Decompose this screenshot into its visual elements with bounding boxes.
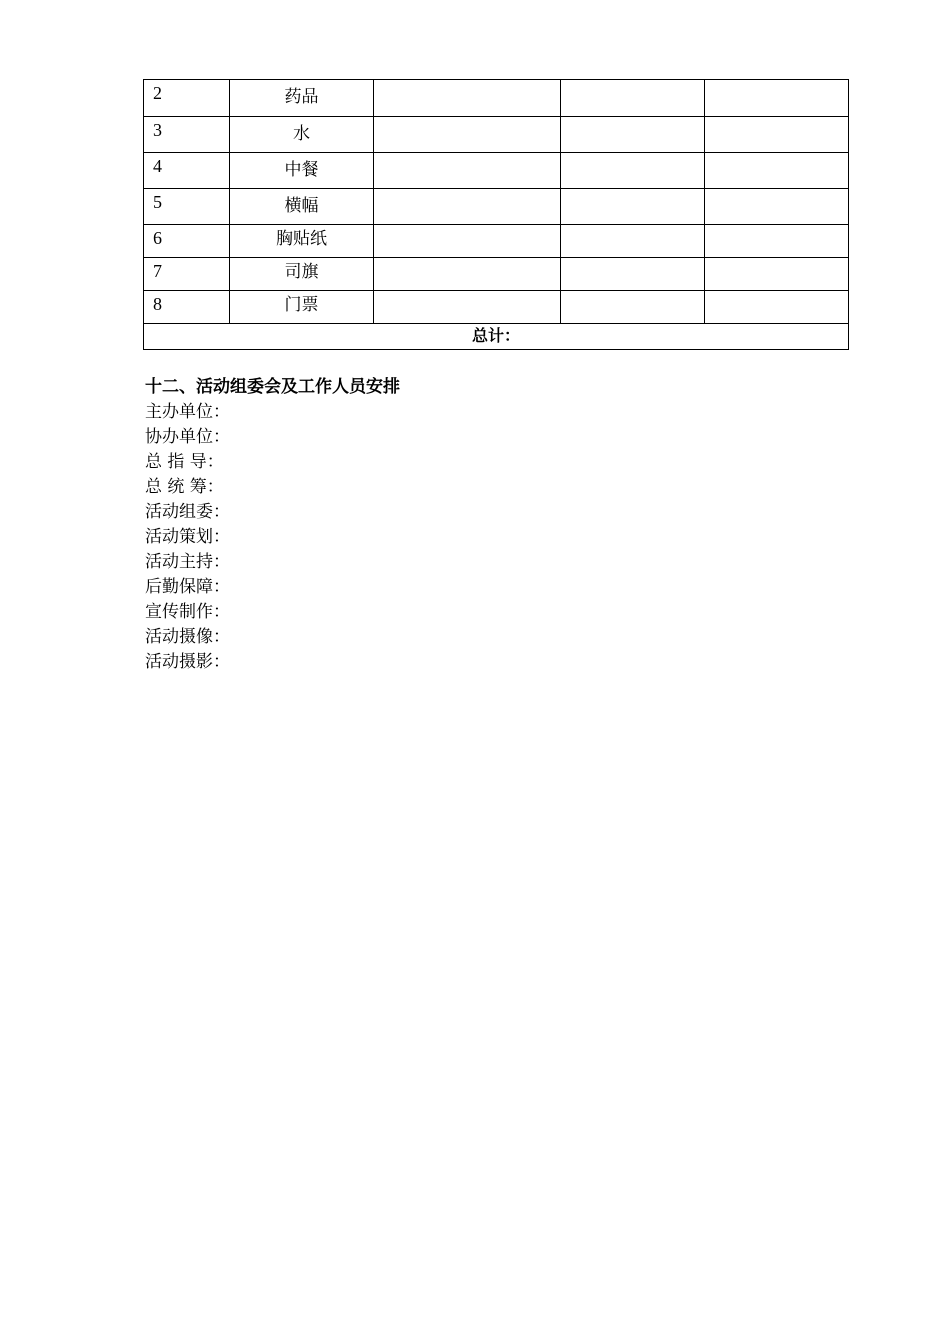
row-number: 7 [144, 258, 230, 291]
empty-cell [374, 153, 561, 189]
role-general-coordinator: 总 统 筹： [145, 477, 224, 497]
table-row [144, 80, 849, 117]
empty-cell [705, 291, 849, 324]
role-logistics: 后勤保障： [145, 577, 230, 597]
empty-cell [374, 117, 561, 153]
row-number: 4 [144, 153, 230, 189]
table-row [144, 225, 849, 258]
total-row [144, 324, 849, 350]
section-heading: 十二、活动组委会及工作人员安排 [145, 377, 400, 397]
empty-cell [374, 80, 561, 117]
role-co-host-unit: 协办单位： [145, 427, 230, 447]
empty-cell [705, 258, 849, 291]
empty-cell [561, 291, 705, 324]
row-number: 5 [144, 189, 230, 225]
row-number: 3 [144, 117, 230, 153]
item-name: 门票 [230, 291, 374, 324]
empty-cell [374, 291, 561, 324]
item-name: 横幅 [230, 189, 374, 225]
row-number: 2 [144, 80, 230, 117]
empty-cell [561, 153, 705, 189]
empty-cell [705, 225, 849, 258]
empty-cell [561, 117, 705, 153]
table-row [144, 153, 849, 189]
empty-cell [374, 258, 561, 291]
empty-cell [705, 189, 849, 225]
item-name: 水 [230, 117, 374, 153]
table-row [144, 258, 849, 291]
empty-cell [705, 153, 849, 189]
total-label: 总计： [144, 324, 849, 350]
table-row [144, 291, 849, 324]
role-video: 活动摄像： [145, 627, 230, 647]
role-general-director: 总 指 导： [145, 452, 224, 472]
table-row [144, 189, 849, 225]
staff-role-list [145, 400, 845, 675]
role-publicity: 宣传制作： [145, 602, 230, 622]
empty-cell [705, 117, 849, 153]
role-photography: 活动摄影： [145, 652, 230, 672]
empty-cell [561, 225, 705, 258]
item-name: 司旗 [230, 258, 374, 291]
role-host-unit: 主办单位： [145, 402, 230, 422]
table-row [144, 117, 849, 153]
role-planning: 活动策划： [145, 527, 230, 547]
empty-cell [561, 258, 705, 291]
item-name: 胸贴纸 [230, 225, 374, 258]
empty-cell [561, 80, 705, 117]
budget-table [143, 79, 849, 350]
row-number: 6 [144, 225, 230, 258]
role-committee: 活动组委： [145, 502, 230, 522]
empty-cell [374, 225, 561, 258]
organizing-committee-section [145, 374, 845, 675]
empty-cell [561, 189, 705, 225]
item-name: 中餐 [230, 153, 374, 189]
role-host: 活动主持： [145, 552, 230, 572]
empty-cell [374, 189, 561, 225]
empty-cell [705, 80, 849, 117]
row-number: 8 [144, 291, 230, 324]
item-name: 药品 [230, 80, 374, 117]
